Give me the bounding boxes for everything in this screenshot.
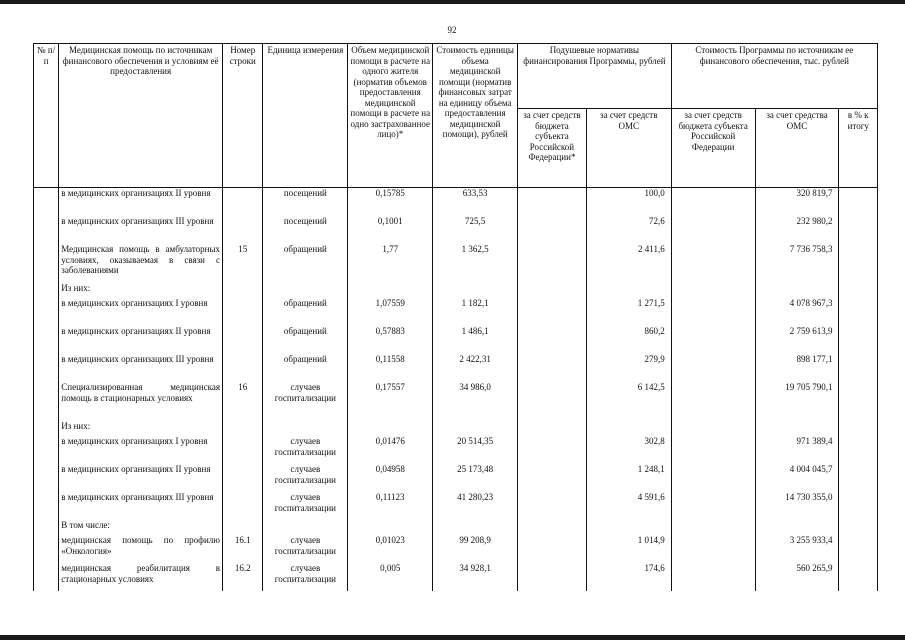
row-volume: 0,01476 — [348, 436, 433, 464]
row-name: в медицинских организациях I уровня — [59, 436, 223, 464]
row-per-capita-oms: 1 014,9 — [586, 535, 671, 563]
header-per-capita-budget: за счет средств бюджета субъекта Российской Федерации* — [518, 109, 587, 188]
row-program-pct — [839, 520, 878, 535]
row-volume — [348, 520, 433, 535]
row-no — [34, 492, 59, 520]
row-cost: 725,5 — [433, 216, 518, 244]
row-line — [223, 298, 263, 326]
header-program-cost: Стоимость Программы по источникам ее финансового обеспечения, тыс. рублей — [671, 44, 877, 109]
row-program-pct — [839, 464, 878, 492]
row-per-capita-budget — [518, 492, 587, 520]
row-per-capita-budget — [518, 464, 587, 492]
row-program-budget — [671, 283, 755, 298]
row-per-capita-budget — [518, 298, 587, 326]
row-program-pct — [839, 188, 878, 217]
row-volume: 1,77 — [348, 244, 433, 283]
table-row — [34, 520, 878, 535]
header-program-pct: в % к итогу — [839, 109, 878, 188]
row-no — [34, 535, 59, 563]
row-program-budget — [671, 563, 755, 591]
row-line: 16.2 — [223, 563, 263, 591]
row-per-capita-oms — [586, 421, 671, 436]
row-volume: 0,17557 — [348, 382, 433, 421]
row-program-oms: 560 265,9 — [755, 563, 839, 591]
header-volume: Объем медицинской помощи в расчете на одного жителя (норматив объемов предоставления медицинской помощи в расчете на одно застрахованное лицо)* — [348, 44, 433, 188]
table-row — [34, 436, 878, 464]
row-unit: случаев госпитализации — [263, 563, 348, 591]
header-unit: Единица измерения — [263, 44, 348, 188]
row-program-oms — [755, 421, 839, 436]
row-program-oms: 7 736 758,3 — [755, 244, 839, 283]
row-line — [223, 492, 263, 520]
row-name: Из них: — [59, 283, 223, 298]
row-program-budget — [671, 354, 755, 382]
row-volume — [348, 283, 433, 298]
row-program-oms: 14 730 355,0 — [755, 492, 839, 520]
row-program-oms: 320 819,7 — [755, 188, 839, 217]
header-cost: Стоимость единицы объема медицинской помощи (норматив финансовых затрат на единицу объема предоставления медицинской помощи), рублей — [433, 44, 518, 188]
row-no — [34, 326, 59, 354]
row-cost: 99 208,9 — [433, 535, 518, 563]
row-no — [34, 244, 59, 283]
table-row — [34, 298, 878, 326]
row-name: в медицинских организациях II уровня — [59, 326, 223, 354]
scan-border-bottom — [0, 635, 905, 640]
row-per-capita-oms: 279,9 — [586, 354, 671, 382]
header-care: Медицинская помощь по источникам финансового обеспечения и условиям её предоставления — [59, 44, 223, 188]
row-cost: 1 362,5 — [433, 244, 518, 283]
row-volume: 0,11558 — [348, 354, 433, 382]
row-no — [34, 298, 59, 326]
row-no — [34, 382, 59, 421]
row-name: медицинская реабилитация в стационарных условиях — [59, 563, 223, 591]
row-program-pct — [839, 421, 878, 436]
row-line — [223, 354, 263, 382]
row-per-capita-budget — [518, 244, 587, 283]
row-line — [223, 464, 263, 492]
row-unit: посещений — [263, 216, 348, 244]
row-program-oms: 4 078 967,3 — [755, 298, 839, 326]
row-program-oms: 3 255 933,4 — [755, 535, 839, 563]
row-unit: обращений — [263, 298, 348, 326]
row-unit: случаев госпитализации — [263, 382, 348, 421]
row-volume: 1,07559 — [348, 298, 433, 326]
row-cost: 2 422,31 — [433, 354, 518, 382]
row-line — [223, 520, 263, 535]
row-unit: случаев госпитализации — [263, 436, 348, 464]
row-no — [34, 520, 59, 535]
row-program-oms: 4 004 045,7 — [755, 464, 839, 492]
table-row — [34, 244, 878, 283]
row-cost: 633,53 — [433, 188, 518, 217]
row-program-oms: 898 177,1 — [755, 354, 839, 382]
row-no — [34, 216, 59, 244]
row-no — [34, 563, 59, 591]
row-per-capita-oms: 6 142,5 — [586, 382, 671, 421]
row-program-budget — [671, 464, 755, 492]
row-line — [223, 326, 263, 354]
row-volume — [348, 421, 433, 436]
row-per-capita-budget — [518, 283, 587, 298]
row-program-budget — [671, 421, 755, 436]
row-program-budget — [671, 535, 755, 563]
row-unit — [263, 283, 348, 298]
row-per-capita-oms: 1 248,1 — [586, 464, 671, 492]
row-cost: 1 486,1 — [433, 326, 518, 354]
row-cost — [433, 421, 518, 436]
row-line: 16.1 — [223, 535, 263, 563]
row-per-capita-budget — [518, 216, 587, 244]
row-volume: 0,01023 — [348, 535, 433, 563]
row-volume: 0,57883 — [348, 326, 433, 354]
row-per-capita-oms: 72,6 — [586, 216, 671, 244]
row-cost — [433, 520, 518, 535]
row-program-pct — [839, 354, 878, 382]
row-per-capita-oms: 4 591,6 — [586, 492, 671, 520]
row-unit: обращений — [263, 244, 348, 283]
row-name: в медицинских организациях II уровня — [59, 464, 223, 492]
row-per-capita-budget — [518, 563, 587, 591]
row-program-budget — [671, 520, 755, 535]
row-line — [223, 436, 263, 464]
row-name: в медицинских организациях III уровня — [59, 354, 223, 382]
row-program-oms: 971 389,4 — [755, 436, 839, 464]
row-program-pct — [839, 492, 878, 520]
row-no — [34, 354, 59, 382]
row-volume: 0,11123 — [348, 492, 433, 520]
row-volume: 0,1001 — [348, 216, 433, 244]
table-row — [34, 535, 878, 563]
row-name: В том числе: — [59, 520, 223, 535]
row-unit: случаев госпитализации — [263, 464, 348, 492]
row-name: в медицинских организациях II уровня — [59, 188, 223, 217]
row-per-capita-oms: 2 411,6 — [586, 244, 671, 283]
row-program-pct — [839, 563, 878, 591]
header-program-oms: за счет средства ОМС — [755, 109, 839, 188]
row-no — [34, 464, 59, 492]
table-row — [34, 283, 878, 298]
row-program-budget — [671, 436, 755, 464]
row-line — [223, 216, 263, 244]
table-row — [34, 464, 878, 492]
row-unit: обращений — [263, 354, 348, 382]
table-header — [34, 44, 878, 188]
row-name: в медицинских организациях III уровня — [59, 492, 223, 520]
row-program-budget — [671, 326, 755, 354]
row-program-oms — [755, 283, 839, 298]
row-per-capita-oms: 1 271,5 — [586, 298, 671, 326]
row-unit: случаев госпитализации — [263, 535, 348, 563]
table-row — [34, 382, 878, 421]
row-name: Из них: — [59, 421, 223, 436]
row-program-budget — [671, 298, 755, 326]
row-unit: обращений — [263, 326, 348, 354]
row-per-capita-budget — [518, 520, 587, 535]
row-per-capita-oms: 174,6 — [586, 563, 671, 591]
row-per-capita-oms: 860,2 — [586, 326, 671, 354]
row-program-pct — [839, 283, 878, 298]
row-cost: 25 173,48 — [433, 464, 518, 492]
row-name: в медицинских организациях III уровня — [59, 216, 223, 244]
row-program-pct — [839, 535, 878, 563]
row-program-budget — [671, 244, 755, 283]
row-no — [34, 436, 59, 464]
row-no — [34, 188, 59, 217]
row-program-budget — [671, 188, 755, 217]
row-per-capita-budget — [518, 354, 587, 382]
row-cost — [433, 283, 518, 298]
header-no: № п/п — [34, 44, 59, 188]
row-program-pct — [839, 244, 878, 283]
row-unit — [263, 421, 348, 436]
table-row — [34, 421, 878, 436]
row-cost: 41 280,23 — [433, 492, 518, 520]
row-program-oms — [755, 520, 839, 535]
header-per-capita: Подушевые нормативы финансирования Программы, рублей — [518, 44, 672, 109]
row-cost: 1 182,1 — [433, 298, 518, 326]
financing-table — [33, 43, 878, 591]
table-row — [34, 326, 878, 354]
row-unit — [263, 520, 348, 535]
row-program-pct — [839, 326, 878, 354]
row-per-capita-budget — [518, 382, 587, 421]
row-per-capita-budget — [518, 326, 587, 354]
row-line — [223, 188, 263, 217]
row-per-capita-oms — [586, 283, 671, 298]
row-program-budget — [671, 382, 755, 421]
row-line: 16 — [223, 382, 263, 421]
row-per-capita-oms: 302,8 — [586, 436, 671, 464]
row-program-pct — [839, 436, 878, 464]
row-program-pct — [839, 382, 878, 421]
row-program-budget — [671, 216, 755, 244]
row-name: Медицинская помощь в амбулаторных условиях, оказываемая в связи с заболеваниями — [59, 244, 223, 283]
row-volume: 0,005 — [348, 563, 433, 591]
row-line — [223, 283, 263, 298]
row-program-pct — [839, 216, 878, 244]
row-program-oms: 232 980,2 — [755, 216, 839, 244]
row-per-capita-oms: 100,0 — [586, 188, 671, 217]
row-per-capita-budget — [518, 535, 587, 563]
row-per-capita-budget — [518, 188, 587, 217]
row-program-oms: 19 705 790,1 — [755, 382, 839, 421]
row-no — [34, 283, 59, 298]
row-name: Специализированная медицинская помощь в стационарных условиях — [59, 382, 223, 421]
scan-border-top — [0, 0, 905, 4]
header-line: Номер строки — [223, 44, 263, 188]
row-unit: случаев госпитализации — [263, 492, 348, 520]
table-row — [34, 188, 878, 217]
row-cost: 34 928,1 — [433, 563, 518, 591]
row-program-budget — [671, 492, 755, 520]
row-volume: 0,04958 — [348, 464, 433, 492]
row-cost: 20 514,35 — [433, 436, 518, 464]
row-no — [34, 421, 59, 436]
header-program-budget: за счет средств бюджета субъекта Российской Федерации — [671, 109, 755, 188]
row-unit: посещений — [263, 188, 348, 217]
row-line: 15 — [223, 244, 263, 283]
row-name: медицинская помощь по профилю «Онкология» — [59, 535, 223, 563]
page-number: 92 — [447, 25, 457, 35]
table-row — [34, 492, 878, 520]
row-name: в медицинских организациях I уровня — [59, 298, 223, 326]
table-row — [34, 354, 878, 382]
row-program-oms: 2 759 613,9 — [755, 326, 839, 354]
row-line — [223, 421, 263, 436]
table-row — [34, 216, 878, 244]
table-body — [34, 188, 878, 592]
row-volume: 0,15785 — [348, 188, 433, 217]
row-per-capita-budget — [518, 436, 587, 464]
table-row — [34, 563, 878, 591]
row-per-capita-budget — [518, 421, 587, 436]
header-per-capita-oms: за счет средств ОМС — [586, 109, 671, 188]
row-per-capita-oms — [586, 520, 671, 535]
row-program-pct — [839, 298, 878, 326]
row-cost: 34 986,0 — [433, 382, 518, 421]
